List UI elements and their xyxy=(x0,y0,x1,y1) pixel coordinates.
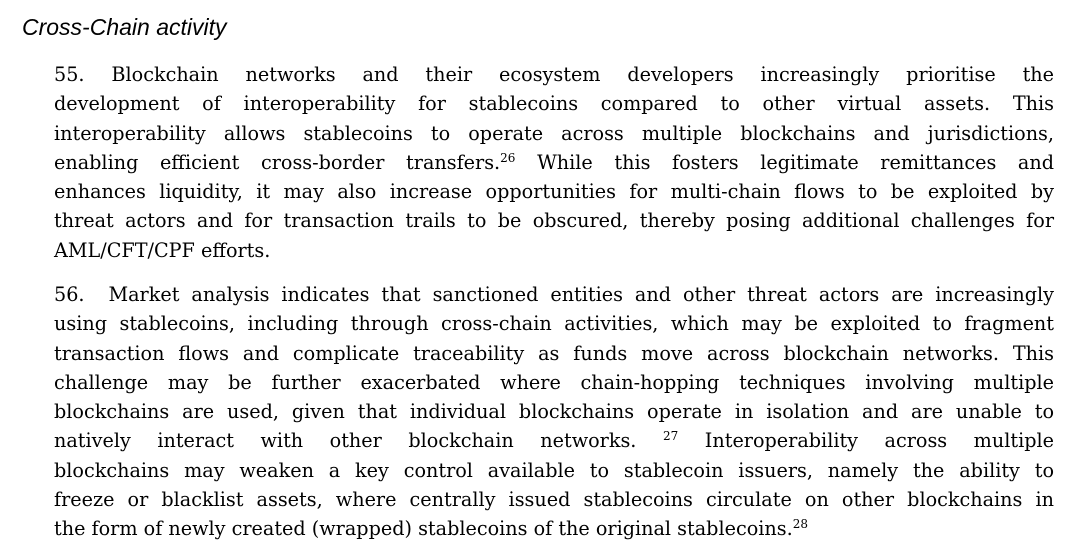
paragraph-line: development of interoperability for stablecoins compared to other virtual assets. This xyxy=(54,92,1054,116)
paragraph-line: 56. Market analysis indicates that sanctioned entities and other threat actors are increasingly xyxy=(54,283,1055,306)
paragraph-line: challenge may be further exacerbated where chain-hopping techniques involving multiple xyxy=(54,370,1054,394)
paragraph-line: enabling efficient cross-border transfers.$^{26}$ While this fosters legitimate remittances and xyxy=(54,150,1054,174)
paragraph-line: blockchains are used, given that individual blockchains operate in isolation and are unable to xyxy=(54,400,1054,424)
footnote-marker[interactable]: 28 xyxy=(792,517,808,532)
paragraph-line: AML/CFT/CPF efforts. xyxy=(54,238,271,262)
paragraph-line: the form of newly created (wrapped) stablecoins of the original stablecoins.$^{28}$ xyxy=(54,517,808,541)
paragraph-line: interoperability allows stablecoins to operate across multiple blockchains and jurisdictions, xyxy=(54,121,1054,145)
section-heading: Cross-Chain activity xyxy=(22,14,227,40)
paragraph-55 xyxy=(54,60,1054,265)
paragraph-56 xyxy=(54,280,1054,544)
paragraph-line: threat actors and for transaction trails to be obscured, thereby posing additional challenges for xyxy=(54,209,1054,233)
paragraph-line: enhances liquidity, it may also increase opportunities for multi-chain flows to be exploited by xyxy=(54,180,1054,204)
paragraph-line: using stablecoins, including through cross-chain activities, which may be exploited to fragment xyxy=(54,312,1054,336)
footnote-marker[interactable]: 27 xyxy=(662,429,679,444)
footnote-marker[interactable]: 26 xyxy=(500,150,516,165)
paragraph-line: transaction flows and complicate traceability as funds move across blockchain networks. This xyxy=(54,341,1054,365)
paragraph-number: 55. xyxy=(54,63,85,86)
paragraph-line: 55. Blockchain networks and their ecosystem developers increasingly prioritise the xyxy=(54,63,1054,86)
paragraph-number: 56. xyxy=(54,283,85,306)
paragraph-line: natively interact with other blockchain networks. $^{27}$ Interoperability across multiple xyxy=(54,429,1054,453)
paragraph-line: freeze or blacklist assets, where centrally issued stablecoins circulate on other blockchains in xyxy=(54,488,1054,512)
paragraph-line: blockchains may weaken a key control available to stablecoin issuers, namely the ability to xyxy=(54,458,1054,482)
